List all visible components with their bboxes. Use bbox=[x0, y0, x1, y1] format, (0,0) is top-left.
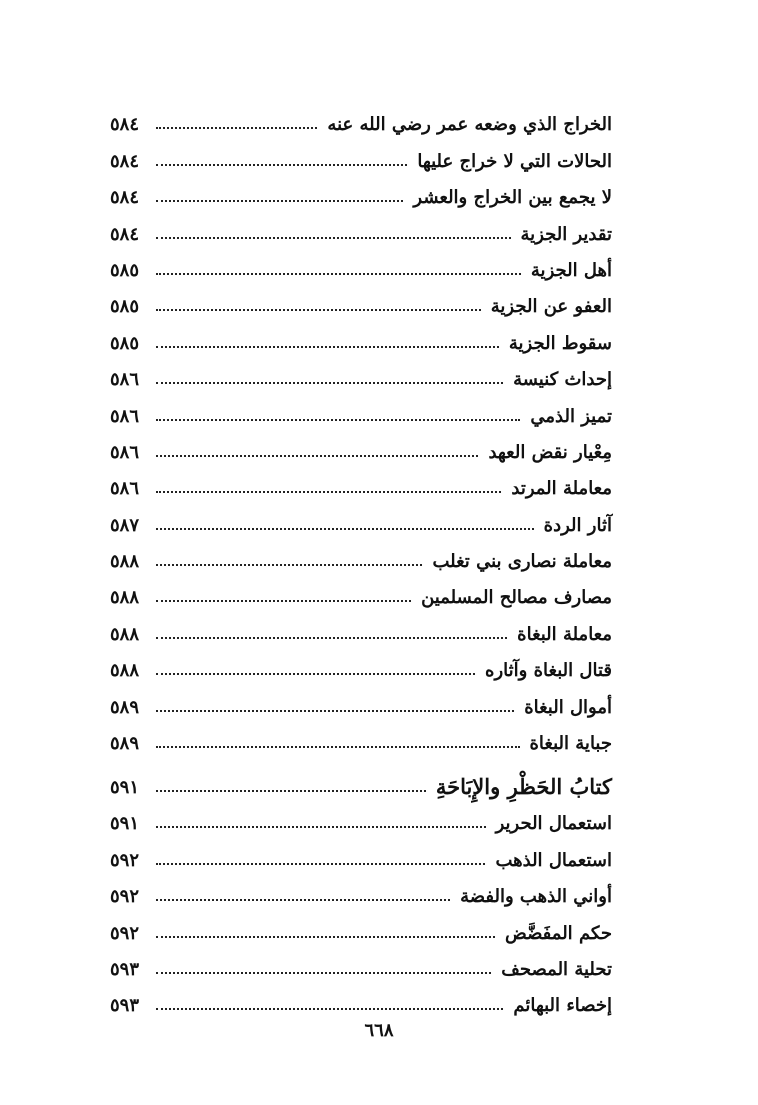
entry-title: أموال البغاة bbox=[524, 696, 612, 718]
toc-entry bbox=[110, 171, 612, 207]
toc-entry bbox=[110, 644, 612, 680]
leader-dots bbox=[156, 1008, 503, 1010]
leader-dots bbox=[156, 790, 426, 792]
toc-entry bbox=[110, 680, 612, 716]
leader-dots bbox=[156, 528, 534, 530]
leader-dots bbox=[156, 200, 403, 202]
entry-title: الخراج الذي وضعه عمر رضي الله عنه bbox=[327, 114, 612, 136]
entry-title: معاملة البغاة bbox=[517, 623, 612, 645]
entry-title: مصارف مصالح المسلمين bbox=[421, 587, 612, 609]
toc-entry bbox=[110, 833, 612, 869]
entry-page: ٥٩٢ bbox=[110, 849, 140, 871]
entry-page: ٥٨٤ bbox=[110, 187, 140, 209]
toc-chapter-heading bbox=[110, 753, 612, 800]
entry-title: إخصاء البهائم bbox=[513, 995, 612, 1017]
entry-title: العفو عن الجزية bbox=[490, 296, 612, 318]
entry-title: تقدير الجزية bbox=[520, 223, 612, 245]
entry-title: لا يجمع بين الخراج والعشر bbox=[413, 187, 612, 209]
entry-page: ٥٨٩ bbox=[110, 696, 140, 718]
leader-dots bbox=[156, 710, 514, 712]
toc-entry bbox=[110, 462, 612, 498]
toc-entry bbox=[110, 870, 612, 906]
entry-page: ٥٨٤ bbox=[110, 114, 140, 136]
entry-title: استعمال الذهب bbox=[495, 849, 612, 871]
entry-title: معاملة المرتد bbox=[511, 478, 612, 500]
entry-title: حكم المفَضَّض bbox=[505, 922, 612, 944]
leader-dots bbox=[156, 164, 407, 166]
entry-page: ٥٩٣ bbox=[110, 995, 140, 1017]
entry-page: ٥٨٦ bbox=[110, 369, 140, 391]
toc-entry bbox=[110, 571, 612, 607]
leader-dots bbox=[156, 600, 411, 602]
entry-title: آثار الردة bbox=[543, 514, 612, 536]
entry-title: إحداث كنيسة bbox=[513, 369, 612, 391]
toc-entry bbox=[110, 498, 612, 534]
toc-entry bbox=[110, 207, 612, 243]
toc-entry bbox=[110, 979, 612, 1015]
toc-entry bbox=[110, 280, 612, 316]
leader-dots bbox=[156, 637, 507, 639]
toc-entry bbox=[110, 244, 612, 280]
entry-page: ٥٨٨ bbox=[110, 623, 140, 645]
entry-title: أواني الذهب والفضة bbox=[460, 886, 612, 908]
entry-title: الحالات التي لا خراج عليها bbox=[417, 150, 612, 172]
toc-entry bbox=[110, 134, 612, 170]
toc-entry bbox=[110, 797, 612, 833]
leader-dots bbox=[156, 127, 317, 129]
leader-dots bbox=[156, 936, 495, 938]
entry-title: أهل الجزية bbox=[530, 259, 612, 281]
leader-dots bbox=[156, 972, 491, 974]
entry-page: ٥٨٥ bbox=[110, 296, 140, 318]
entry-title: مِعْيار نقض العهد bbox=[488, 441, 612, 463]
entry-page: ٥٨٥ bbox=[110, 259, 140, 281]
leader-dots bbox=[156, 273, 521, 275]
leader-dots bbox=[156, 673, 475, 675]
leader-dots bbox=[156, 455, 478, 457]
toc-entry bbox=[110, 906, 612, 942]
entry-page: ٥٨٥ bbox=[110, 332, 140, 354]
leader-dots bbox=[156, 746, 520, 748]
leader-dots bbox=[156, 382, 503, 384]
entry-page: ٥٩٢ bbox=[110, 886, 140, 908]
chapter-page: ٥٩١ bbox=[110, 777, 140, 799]
toc-entry bbox=[110, 353, 612, 389]
entry-title: استعمال الحرير bbox=[495, 813, 612, 835]
leader-dots bbox=[156, 309, 481, 311]
entry-page: ٥٨٩ bbox=[110, 733, 140, 755]
entry-page: ٥٩١ bbox=[110, 813, 140, 835]
entry-page: ٥٩٣ bbox=[110, 958, 140, 980]
entry-page: ٥٨٨ bbox=[110, 660, 140, 682]
entry-page: ٥٨٨ bbox=[110, 587, 140, 609]
toc-entry bbox=[110, 943, 612, 979]
toc-entry bbox=[110, 98, 612, 134]
toc-entry bbox=[110, 535, 612, 571]
toc-entry bbox=[110, 607, 612, 643]
entry-page: ٥٨٦ bbox=[110, 478, 140, 500]
chapter-title: كتابُ الحَظْرِ والإِبَاحَةِ bbox=[435, 774, 612, 800]
entry-page: ٥٨٦ bbox=[110, 405, 140, 427]
entry-page: ٥٨٦ bbox=[110, 441, 140, 463]
entry-title: سقوط الجزية bbox=[508, 332, 612, 354]
toc-entry bbox=[110, 316, 612, 352]
entry-title: معاملة نصارى بني تغلب bbox=[432, 551, 612, 573]
leader-dots bbox=[156, 419, 520, 421]
entry-title: جباية البغاة bbox=[529, 733, 612, 755]
entry-title: قتال البغاة وآثاره bbox=[485, 660, 612, 682]
leader-dots bbox=[156, 564, 422, 566]
entry-page: ٥٩٢ bbox=[110, 922, 140, 944]
entry-title: تحلية المصحف bbox=[501, 958, 612, 980]
entry-page: ٥٨٤ bbox=[110, 223, 140, 245]
page-number: ٦٦٨ bbox=[364, 1020, 394, 1041]
toc-entry bbox=[110, 426, 612, 462]
toc-entry bbox=[110, 389, 612, 425]
leader-dots bbox=[156, 491, 501, 493]
leader-dots bbox=[156, 899, 450, 901]
entry-title: تميز الذمي bbox=[530, 405, 612, 427]
leader-dots bbox=[156, 826, 486, 828]
leader-dots bbox=[156, 863, 485, 865]
table-of-contents bbox=[110, 98, 612, 1015]
entry-page: ٥٨٧ bbox=[110, 514, 140, 536]
leader-dots bbox=[156, 237, 511, 239]
entry-page: ٥٨٨ bbox=[110, 551, 140, 573]
entry-page: ٥٨٤ bbox=[110, 150, 140, 172]
toc-entry bbox=[110, 717, 612, 753]
leader-dots bbox=[156, 346, 499, 348]
